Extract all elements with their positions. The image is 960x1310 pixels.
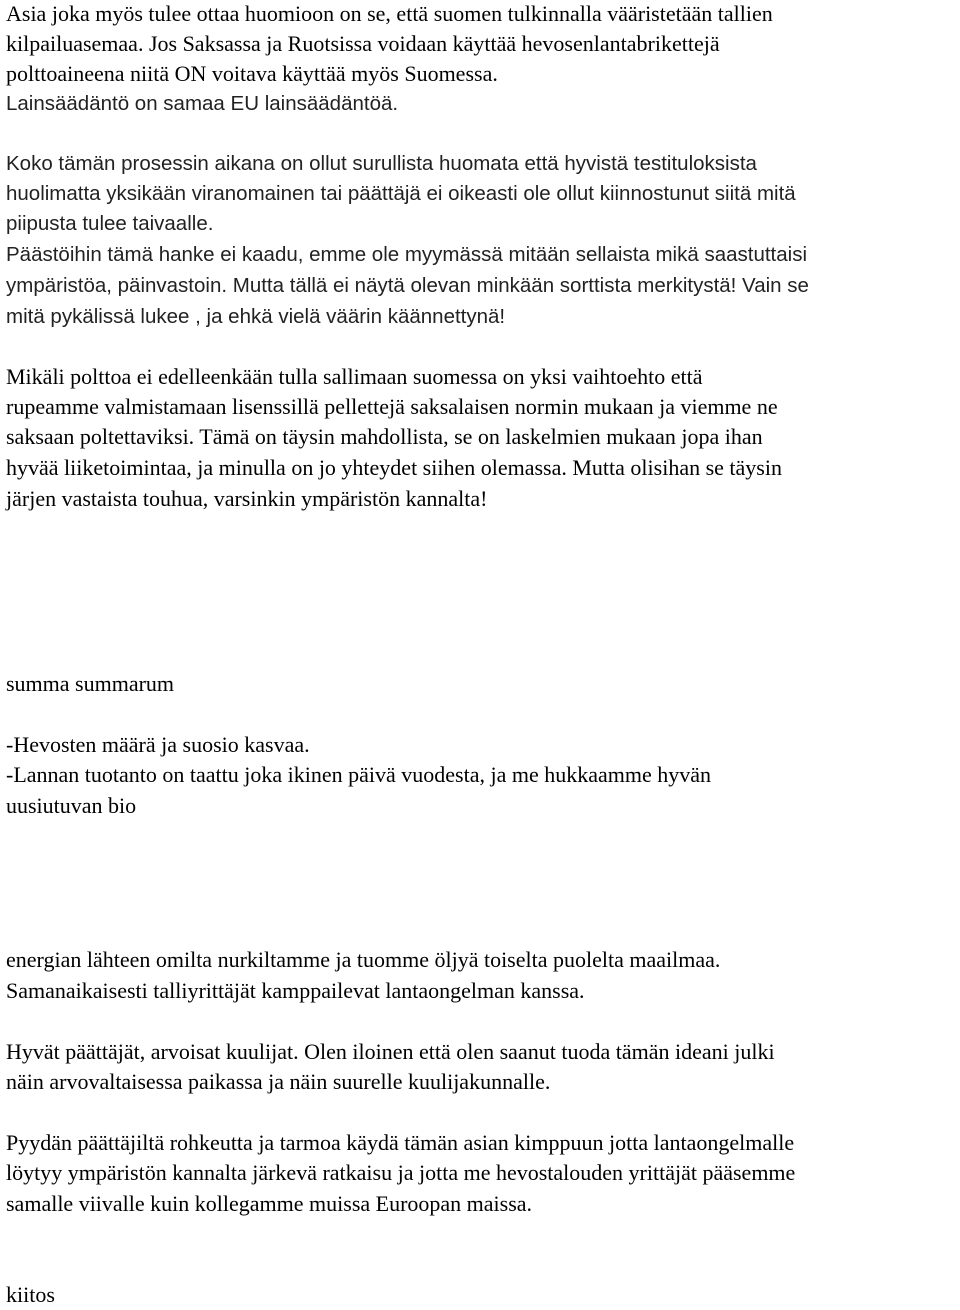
- paragraph-line: kilpailuasemaa. Jos Saksassa ja Ruotsissa voidaan käyttää hevosenlantabrikettejä: [6, 31, 720, 56]
- paragraph-line: energian lähteen omilta nurkiltamme ja tuomme öljyä toiselta puolelta maailmaa.: [6, 947, 721, 972]
- paragraph-line: Koko tämän prosessin aikana on ollut surullista huomata että hyvistä testituloksista: [6, 152, 757, 175]
- paragraph-line: löytyy ympäristön kannalta järkevä ratkaisu ja jotta me hevostalouden yrittäjät pääsemme: [6, 1160, 796, 1185]
- paragraph-line: Päästöihin tämä hanke ei kaadu, emme ole myymässä mitään sellaista mikä saastuttaisi: [6, 243, 808, 266]
- list-item: -Hevosten määrä ja suosio kasvaa.: [6, 732, 310, 757]
- paragraph-line: piipusta tulee taivaalle.: [6, 212, 214, 235]
- paragraph-line: huolimatta yksikään viranomainen tai päättäjä ei oikeasti ole ollut kiinnostunut siitä mitä: [6, 182, 796, 205]
- paragraph-line: polttoaineena niitä ON voitava käyttää myös Suomessa.: [6, 61, 498, 86]
- paragraph-line: näin arvovaltaisessa paikassa ja näin suurelle kuulijakunnalle.: [6, 1069, 551, 1094]
- paragraph-line: saksaan poltettaviksi. Tämä on täysin mahdollista, se on laskelmien mukaan jopa ihan: [6, 424, 763, 449]
- closing-word: kiitos: [6, 1282, 55, 1307]
- paragraph-line: ympäristöa, päinvastoin. Mutta tällä ei näytä olevan minkään sorttista merkitystä! Vain se: [6, 274, 809, 297]
- section-heading: summa summarum: [6, 671, 175, 696]
- paragraph-line: rupeamme valmistamaan lisenssillä pellettejä saksalaisen normin mukaan ja viemme ne: [6, 394, 778, 419]
- list-item: uusiutuvan bio: [6, 793, 137, 818]
- paragraph-line: Mikäli polttoa ei edelleenkään tulla sallimaan suomessa on yksi vaihtoehto että: [6, 364, 703, 389]
- paragraph-line: samalle viivalle kuin kollegamme muissa Euroopan maissa.: [6, 1191, 533, 1216]
- paragraph-line: Pyydän päättäjiltä rohkeutta ja tarmoa käydä tämän asian kimppuun jotta lantaongelmalle: [6, 1130, 795, 1155]
- paragraph-line: järjen vastaista touhua, varsinkin ympäristön kannalta!: [6, 486, 488, 511]
- paragraph-line: hyvää liiketoimintaa, ja minulla on jo yhteydet siihen olemassa. Mutta olisihan se täysin: [6, 455, 782, 480]
- paragraph-line: mitä pykälissä lukee , ja ehkä vielä väärin käännettynä!: [6, 305, 506, 328]
- list-item: -Lannan tuotanto on taattu joka ikinen päivä vuodesta, ja me hukkaamme hyvän: [6, 762, 712, 787]
- paragraph-line: Hyvät päättäjät, arvoisat kuulijat. Olen iloinen että olen saanut tuoda tämän ideani julki: [6, 1039, 775, 1064]
- paragraph-line: Samanaikaisesti talliyrittäjät kamppailevat lantaongelman kanssa.: [6, 978, 585, 1003]
- paragraph-line: Lainsäädäntö on samaa EU lainsäädäntöä.: [6, 92, 399, 115]
- paragraph-line: Asia joka myös tulee ottaa huomioon on se, että suomen tulkinnalla vääristetään tallien: [6, 1, 773, 26]
